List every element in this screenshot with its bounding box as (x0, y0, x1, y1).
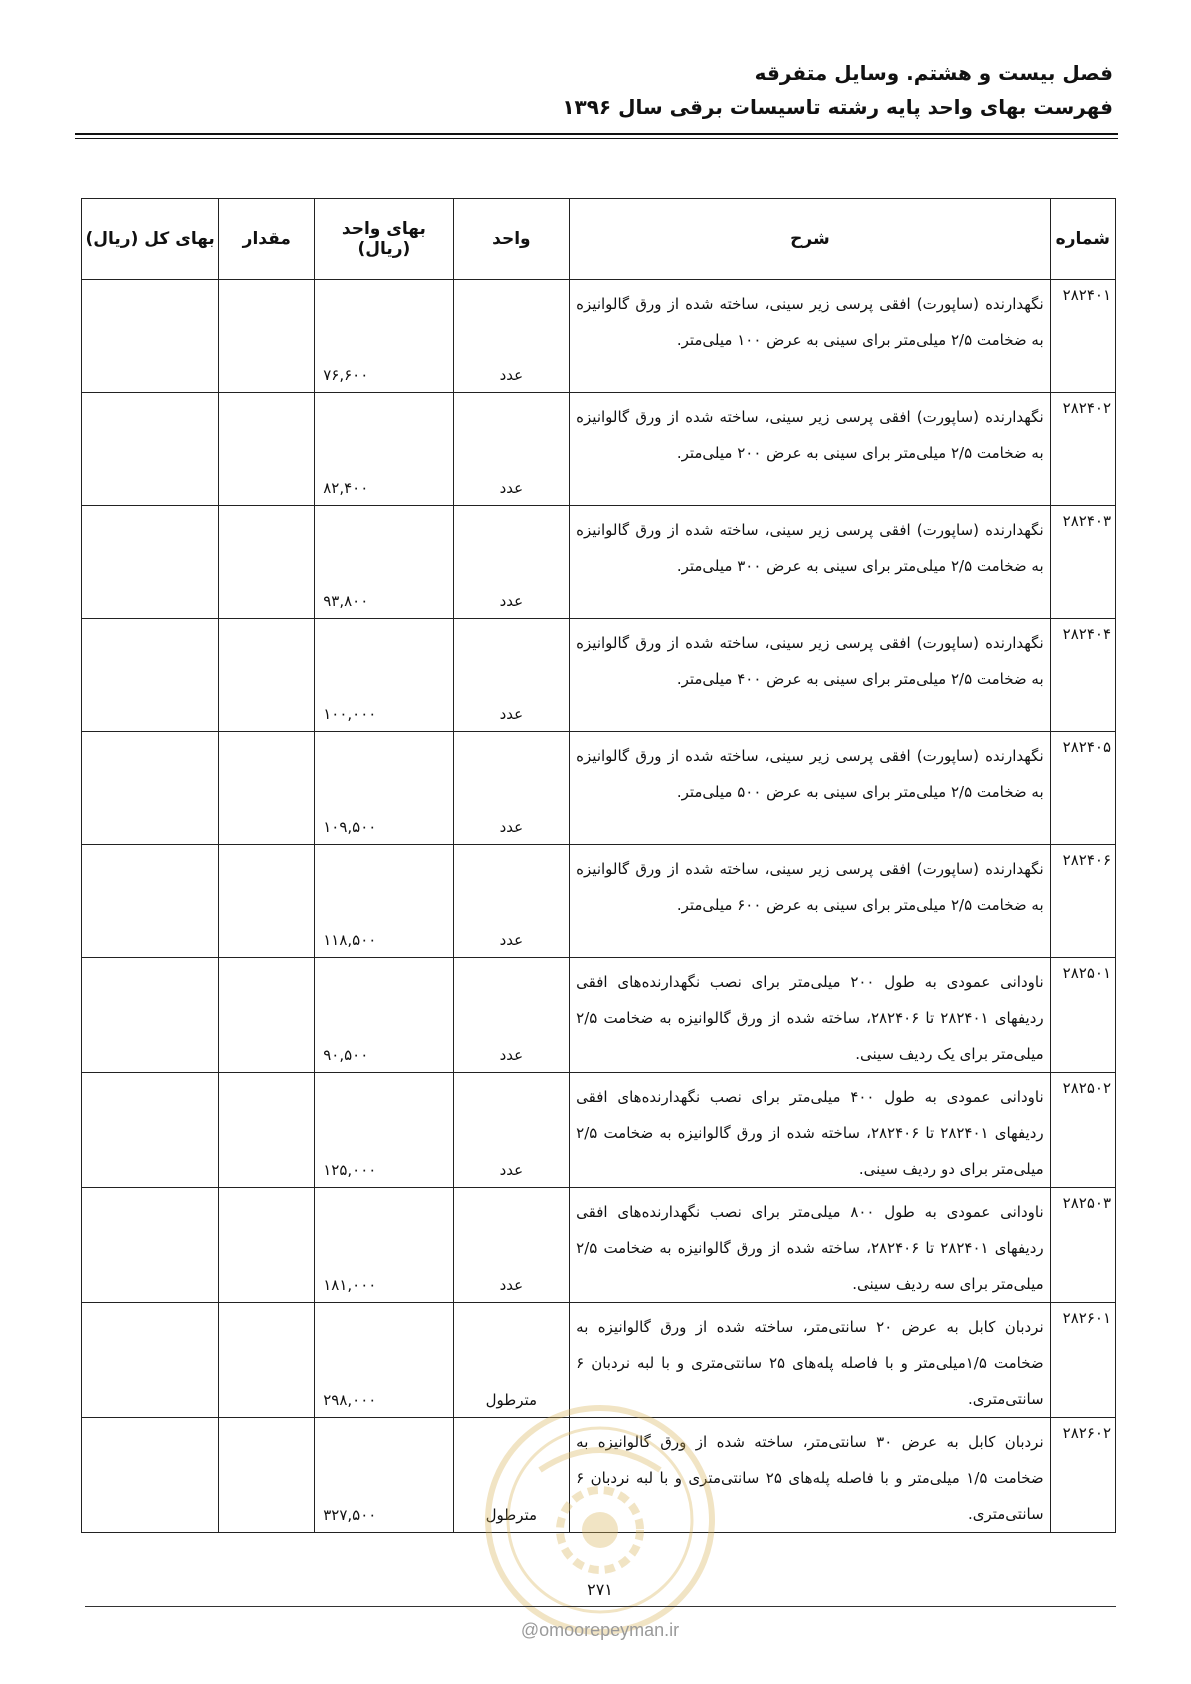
table-row (82, 732, 1116, 845)
header-rule-thin (75, 138, 1118, 139)
item-code: ۲۸۲۴۰۳ (1050, 506, 1115, 619)
item-unit: عدد (453, 845, 570, 958)
item-total-price (82, 393, 219, 506)
item-code: ۲۸۲۴۰۶ (1050, 845, 1115, 958)
item-description: نگهدارنده (ساپورت) افقی پرسی زیر سینی، ساخته شده از ورق گالوانیزه به ضخامت ۲/۵ میلی‌متر برای سینی به عرض ۶۰۰ میلی‌متر. (570, 845, 1050, 958)
item-description: ناودانی عمودی به طول ۴۰۰ میلی‌متر برای نصب نگهدارنده‌های افقی ردیفهای ۲۸۲۴۰۱ تا ۲۸۲۴۰۶، ساخته شده از ورق گالوانیزه به ضخامت ۲/۵ میلی‌متر برای دو ردیف سینی. (570, 1073, 1050, 1188)
item-unit-price: ۷۶,۶۰۰ (315, 280, 453, 393)
item-quantity (219, 1303, 315, 1418)
item-unit: عدد (453, 1073, 570, 1188)
item-unit-price: ۲۹۸,۰۰۰ (315, 1303, 453, 1418)
item-unit-price: ۱۲۵,۰۰۰ (315, 1073, 453, 1188)
item-total-price (82, 1073, 219, 1188)
item-code: ۲۸۲۵۰۳ (1050, 1188, 1115, 1303)
item-quantity (219, 393, 315, 506)
item-unit-price: ۱۰۹,۵۰۰ (315, 732, 453, 845)
page-header (78, 58, 1113, 122)
item-unit: عدد (453, 393, 570, 506)
item-total-price (82, 732, 219, 845)
table-row (82, 958, 1116, 1073)
item-code: ۲۸۲۴۰۵ (1050, 732, 1115, 845)
item-unit: عدد (453, 280, 570, 393)
table-row (82, 1188, 1116, 1303)
item-total-price (82, 280, 219, 393)
item-description: ناودانی عمودی به طول ۸۰۰ میلی‌متر برای نصب نگهدارنده‌های افقی ردیفهای ۲۸۲۴۰۱ تا ۲۸۲۴۰۶، ساخته شده از ورق گالوانیزه به ضخامت ۲/۵ میلی‌متر برای سه ردیف سینی. (570, 1188, 1050, 1303)
item-unit: مترطول (453, 1418, 570, 1533)
item-unit: عدد (453, 619, 570, 732)
item-description: ناودانی عمودی به طول ۲۰۰ میلی‌متر برای نصب نگهدارنده‌های افقی ردیفهای ۲۸۲۴۰۱ تا ۲۸۲۴۰۶، ساخته شده از ورق گالوانیزه به ضخامت ۲/۵ میلی‌متر برای یک ردیف سینی. (570, 958, 1050, 1073)
table-row (82, 393, 1116, 506)
item-code: ۲۸۲۶۰۱ (1050, 1303, 1115, 1418)
item-quantity (219, 1418, 315, 1533)
item-quantity (219, 1188, 315, 1303)
item-total-price (82, 1188, 219, 1303)
column-header-unit-price: بهای واحد (ریال) (315, 199, 453, 280)
item-description: نگهدارنده (ساپورت) افقی پرسی زیر سینی، ساخته شده از ورق گالوانیزه به ضخامت ۲/۵ میلی‌متر برای سینی به عرض ۴۰۰ میلی‌متر. (570, 619, 1050, 732)
chapter-title: فصل بیست و هشتم. وسایل متفرقه (754, 61, 1113, 85)
price-table (81, 198, 1116, 1533)
footer-rule (85, 1606, 1116, 1607)
item-unit: مترطول (453, 1303, 570, 1418)
item-description: نگهدارنده (ساپورت) افقی پرسی زیر سینی، ساخته شده از ورق گالوانیزه به ضخامت ۲/۵ میلی‌متر برای سینی به عرض ۲۰۰ میلی‌متر. (570, 393, 1050, 506)
item-total-price (82, 1418, 219, 1533)
item-quantity (219, 732, 315, 845)
item-unit-price: ۱۱۸,۵۰۰ (315, 845, 453, 958)
item-quantity (219, 280, 315, 393)
header-rule-thick (75, 133, 1118, 135)
item-quantity (219, 619, 315, 732)
item-code: ۲۸۲۴۰۲ (1050, 393, 1115, 506)
item-quantity (219, 958, 315, 1073)
item-unit-price: ۹۳,۸۰۰ (315, 506, 453, 619)
item-total-price (82, 506, 219, 619)
table-row (82, 619, 1116, 732)
item-total-price (82, 845, 219, 958)
item-total-price (82, 958, 219, 1073)
item-unit: عدد (453, 958, 570, 1073)
item-description: نردبان کابل به عرض ۳۰ سانتی‌متر، ساخته شده از ورق گالوانیزه به ضخامت ۱/۵ میلی‌متر و با فاصله پله‌های ۲۵ سانتی‌متری و با لبه نردبان ۶ سانتی‌متری. (570, 1418, 1050, 1533)
page-number: ۲۷۱ (587, 1580, 613, 1599)
item-description: نگهدارنده (ساپورت) افقی پرسی زیر سینی، ساخته شده از ورق گالوانیزه به ضخامت ۲/۵ میلی‌متر برای سینی به عرض ۳۰۰ میلی‌متر. (570, 506, 1050, 619)
column-header-description: شرح (570, 199, 1050, 280)
item-code: ۲۸۲۴۰۱ (1050, 280, 1115, 393)
item-quantity (219, 845, 315, 958)
item-unit: عدد (453, 506, 570, 619)
item-unit: عدد (453, 732, 570, 845)
list-title: فهرست بهای واحد پایه رشته تاسیسات برقی سال ۱۳۹۶ (562, 95, 1113, 119)
item-code: ۲۸۲۵۰۱ (1050, 958, 1115, 1073)
item-unit-price: ۹۰,۵۰۰ (315, 958, 453, 1073)
column-header-quantity: مقدار (219, 199, 315, 280)
item-description: نردبان کابل به عرض ۲۰ سانتی‌متر، ساخته شده از ورق گالوانیزه به ضخامت ۱/۵میلی‌متر و با فاصله پله‌های ۲۵ سانتی‌متری و با لبه نردبان ۶ سانتی‌متری. (570, 1303, 1050, 1418)
item-unit-price: ۳۲۷,۵۰۰ (315, 1418, 453, 1533)
item-total-price (82, 619, 219, 732)
item-unit-price: ۱۸۱,۰۰۰ (315, 1188, 453, 1303)
table-row (82, 1073, 1116, 1188)
column-header-unit: واحد (453, 199, 570, 280)
table-row (82, 845, 1116, 958)
item-description: نگهدارنده (ساپورت) افقی پرسی زیر سینی، ساخته شده از ورق گالوانیزه به ضخامت ۲/۵ میلی‌متر برای سینی به عرض ۵۰۰ میلی‌متر. (570, 732, 1050, 845)
item-code: ۲۸۲۶۰۲ (1050, 1418, 1115, 1533)
column-header-code: شماره (1050, 199, 1115, 280)
table-row (82, 506, 1116, 619)
item-total-price (82, 1303, 219, 1418)
item-code: ۲۸۲۵۰۲ (1050, 1073, 1115, 1188)
item-quantity (219, 1073, 315, 1188)
watermark-seal-icon (480, 1400, 720, 1640)
table-header-row (82, 199, 1116, 280)
item-unit: عدد (453, 1188, 570, 1303)
table-row (82, 280, 1116, 393)
column-header-total-price: بهای کل (ریال) (82, 199, 219, 280)
item-unit-price: ۱۰۰,۰۰۰ (315, 619, 453, 732)
item-unit-price: ۸۲,۴۰۰ (315, 393, 453, 506)
item-quantity (219, 506, 315, 619)
item-description: نگهدارنده (ساپورت) افقی پرسی زیر سینی، ساخته شده از ورق گالوانیزه به ضخامت ۲/۵ میلی‌متر برای سینی به عرض ۱۰۰ میلی‌متر. (570, 280, 1050, 393)
item-code: ۲۸۲۴۰۴ (1050, 619, 1115, 732)
watermark-site: @omoorepeyman.ir (520, 1620, 680, 1640)
